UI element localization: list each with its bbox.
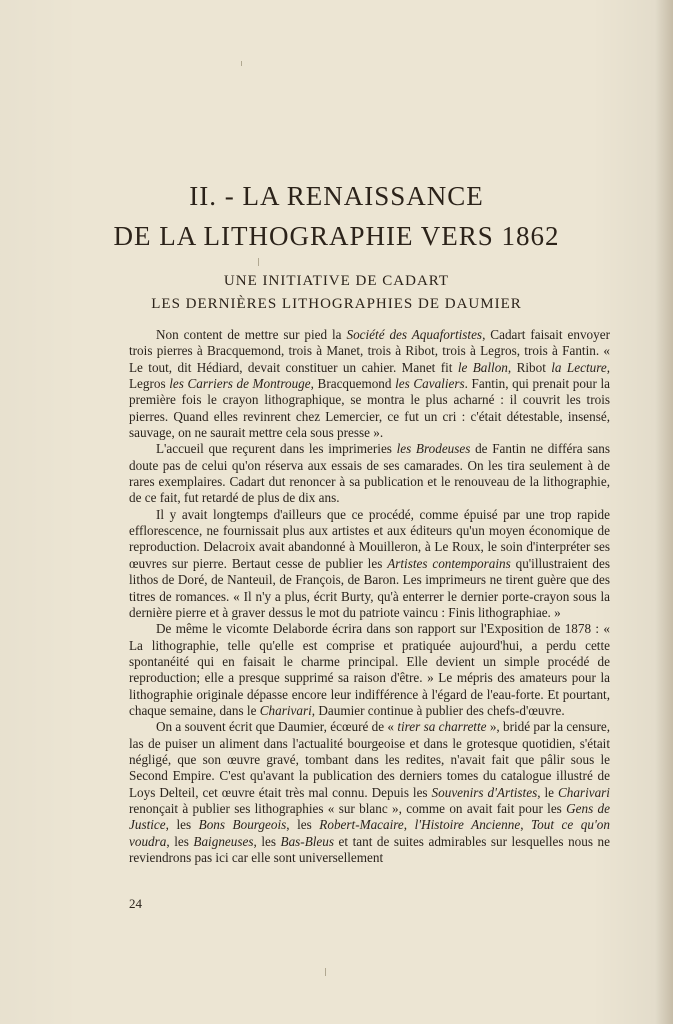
italic-phrase: l'Histoire Ancienne <box>414 817 521 833</box>
italic-phrase: Artistes contemporains <box>387 555 511 571</box>
italic-phrase: Tout ce qu'on voudra <box>129 817 610 849</box>
italic-phrase: Société des Aquafortistes <box>346 327 483 342</box>
italic-phrase: les Cavaliers <box>395 376 465 392</box>
paragraph: Non content de mettre sur pied la Société des Aquafortistes, Cadart faisait envoyer trois pierres à Bracquemond, trois à Manet, trois à Ribot, trois à Legros, trois à Fantin. « Le tout, dit Hédiard, devait constituer un cahier. Manet fit le Ballon, Ribot la Lecture, Legros les Carriers de Montrouge, Bracquemond les Cavaliers. Fantin, qui prenait pour la première fois le crayon lithographique, se montra le plus acharné : il couvrit les trois pierres. Quand elles revinrent chez Lemercier, ce fut un cri : c'était détestable, insensé, sauvage, on ne saurait mettre cela sous presse ». <box>129 327 611 441</box>
paper-speck <box>241 61 242 66</box>
italic-phrase: Gens de Justice <box>129 800 610 833</box>
italic-phrase: Souvenirs d'Artistes <box>431 784 538 800</box>
chapter-title-line-1: II. - LA RENAISSANCE <box>189 181 484 211</box>
paragraph: De même le vicomte Delaborde écrira dans son rapport sur l'Exposition de 1878 : « La lithographie, telle qu'elle est comprise et pratiquée aujourd'hui, a perdu cette spontanéité qui en faisait le charme principal. Elle devient un simple procédé de reproduction; elle a presque supprimé sa raison d'être. » Le mépris des amateurs pour la lithographie originale dépasse encore leur indifférence à l'égard de l'eau-forte. Et pourtant, chaque semaine, dans le Charivari, Daumier continue à publier des chefs-d'œuvre. <box>129 621 610 718</box>
paragraph: L'accueil que reçurent dans les imprimeries les Brodeuses de Fantin ne différa sans doute pas de celui qu'on réserva aux essais de ses camarades. On les tira seulement à de rares exemplaires. Cadart dut renoncer à sa publication et le renouveau de la lithographie, de ce fait, fut retardé de plus de dix ans. <box>129 441 610 506</box>
paper-speck <box>325 968 326 976</box>
italic-phrase: tirer sa charrette <box>397 719 487 735</box>
italic-phrase: Bas-Bleus <box>280 833 334 849</box>
italic-phrase: les Brodeuses <box>396 441 471 457</box>
section-subtitle-line-2: LES DERNIÈRES LITHOGRAPHIES DE DAUMIER <box>151 296 522 312</box>
paper-speck <box>258 258 259 266</box>
italic-phrase: Charivari <box>557 784 610 800</box>
body-text <box>129 327 610 866</box>
chapter-title-line-2: DE LA LITHOGRAPHIE VERS 1862 <box>113 221 560 251</box>
italic-phrase: Baigneuses <box>193 833 254 849</box>
italic-phrase: la Lecture <box>551 359 607 375</box>
paragraph: On a souvent écrit que Daumier, écœuré de « tirer sa charrette », bridé par la censure, las de puiser un aliment dans l'actualité bourgeoise et dans le grotesque quotidien, s'était négligé, que son œuvre gravé, tombant dans les redites, n'avait fait que pâlir sous le Second Empire. C'est qu'avant la publication des derniers tomes du catalogue illustré de Loys Delteil, cet œuvre était très mal connu. Depuis les Souvenirs d'Artistes, le Charivari renonçait à publier ses lithographies « sur blanc », comme on avait fait pour les Gens de Justice, les Bons Bourgeois, les Robert-Macaire, l'Histoire Ancienne, Tout ce qu'on voudra, les Baigneuses, les Bas-Bleus et tant de suites admirables sur lesquelles nous ne reviendrons pas ici car elle sont universellement <box>129 719 610 865</box>
italic-phrase: Charivari <box>259 702 312 718</box>
paragraph: Il y avait longtemps d'ailleurs que ce procédé, comme épuisé par une trop rapide efflorescence, ne fournissait plus aux artistes et aux éditeurs qu'un moyen économique de reproduction. Delacroix avait abandonné à Mouilleron, à Le Roux, le soin d'interpréter ses œuvres sur pierre. Bertaut cesse de publier les Artistes contemporains qu'illustraient des lithos de Doré, de Nanteuil, de François, de Baron. Les imprimeurs ne tirent guère que des titres de romances. « Il n'y a plus, écrit Burty, qu'à enterrer le dernier porte-crayon sous la dernière pierre et à graver dessus le mot du patriote vaincu : Finis lithographiae. » <box>129 506 611 620</box>
page-edge-shadow <box>655 0 673 1024</box>
italic-phrase: les Carriers de Montrouge <box>169 376 311 392</box>
section-subtitle-line-1: UNE INITIATIVE DE CADART <box>223 273 450 289</box>
italic-phrase: Robert-Macaire <box>319 817 404 833</box>
italic-phrase: le Ballon <box>457 359 508 375</box>
page-number: 24 <box>129 896 142 911</box>
italic-phrase: Bons Bourgeois <box>198 817 287 833</box>
